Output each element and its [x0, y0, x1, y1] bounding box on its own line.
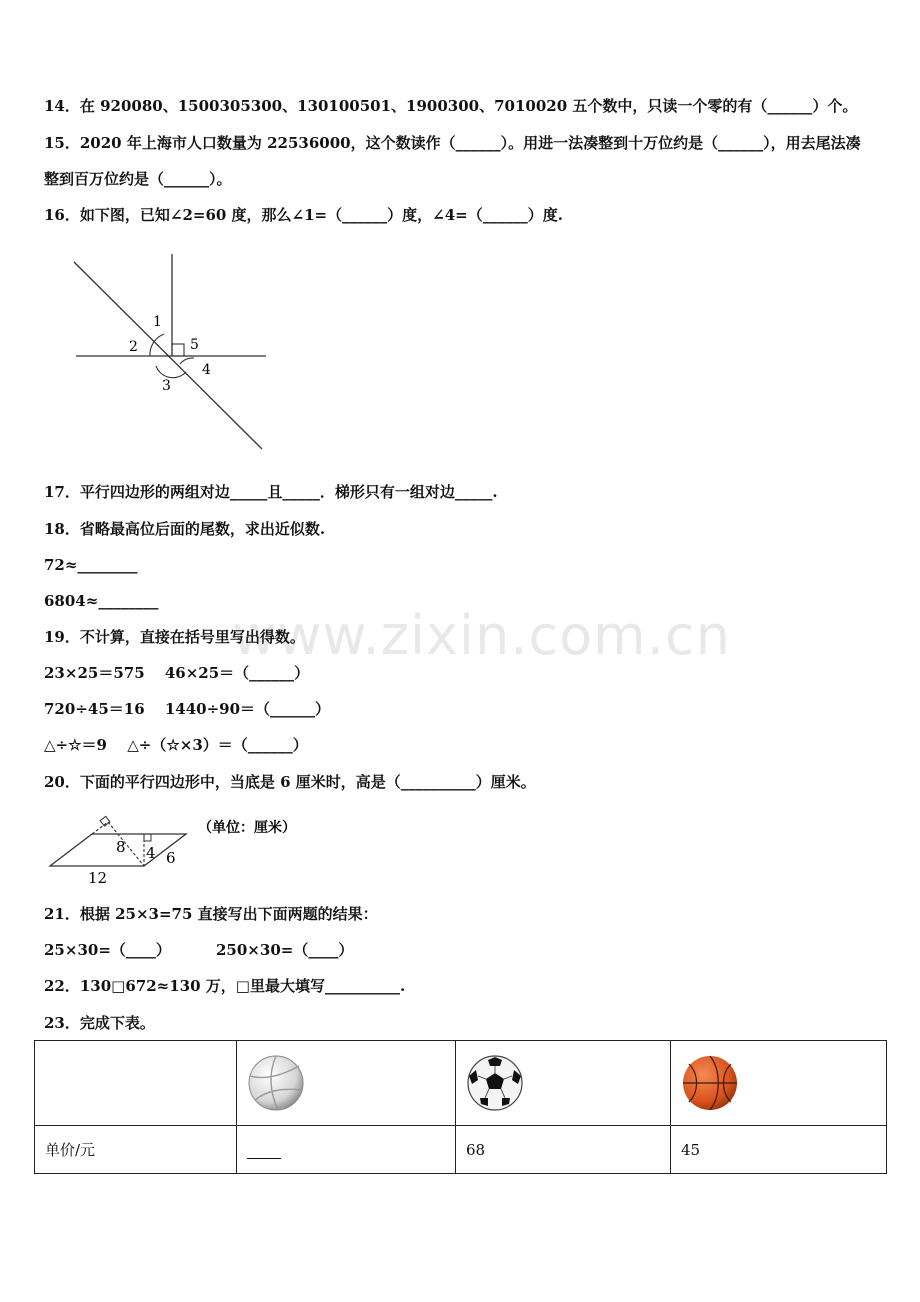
question-19-a: 23×25＝575 46×25＝（______） [44, 664, 310, 682]
question-19-b: 720÷45＝16 1440÷90＝（______） [44, 700, 331, 718]
question-14: 14．在 920080、1500305300、130100501、1900300、7010020 五个数中，只读一个零的有（______）个。 [44, 97, 858, 115]
angle-label-1: 1 [153, 314, 162, 330]
volleyball-icon [247, 1054, 305, 1112]
question-21: 21．根据 25×3=75 直接写出下面两题的结果： [44, 905, 378, 923]
label-base: 12 [88, 869, 108, 887]
question-16: 16．如下图，已知∠2=60 度，那么∠1=（______）度，∠4=（______）度. [44, 206, 563, 224]
question-21-a: 25×30=（____） [44, 941, 171, 959]
angle-label-5: 5 [190, 337, 199, 353]
watermark: www.zixin.com.cn [232, 604, 731, 667]
question-19-c: △÷☆＝9 △÷（☆×3）＝（______） [44, 736, 308, 754]
price-table [34, 1040, 887, 1174]
angle-label-4: 4 [202, 362, 211, 378]
question-15-line2: 整到百万位约是（______）。 [44, 170, 232, 188]
question-23: 23．完成下表。 [44, 1014, 155, 1032]
volleyball-cell [237, 1041, 456, 1126]
basketball-icon [681, 1054, 739, 1112]
parallelogram-figure [40, 808, 330, 888]
answer-blank [247, 1144, 281, 1159]
angle-figure [60, 248, 280, 458]
question-18-b: 6804≈________ [44, 592, 159, 610]
table-header-row [35, 1041, 887, 1126]
question-15-line1: 15．2020 年上海市人口数量为 22536000，这个数读作（______）。用进一法凑整到十万位约是（______），用去尾法凑 [44, 134, 861, 152]
question-17: 17．平行四边形的两组对边_____且_____．梯形只有一组对边_____. [44, 483, 498, 501]
question-18-a: 72≈________ [44, 556, 138, 574]
question-20: 20．下面的平行四边形中，当底是 6 厘米时，高是（__________）厘米。 [44, 773, 536, 791]
table-corner-cell [35, 1041, 237, 1126]
angle-label-2: 2 [129, 339, 138, 355]
question-22: 22．130□672≈130 万，□里最大填写__________. [44, 977, 406, 995]
question-19: 19．不计算，直接在括号里写出得数。 [44, 628, 305, 646]
price-soccer-ball-cell: 68 [456, 1126, 671, 1174]
label-height: 4 [146, 844, 156, 862]
label-side: 6 [166, 849, 176, 867]
price-basketball-cell: 45 [671, 1126, 887, 1174]
angle-label-3: 3 [162, 378, 171, 394]
basketball-cell [671, 1041, 887, 1126]
question-21-b: 250×30=（____） [216, 941, 354, 959]
soccer-ball-cell [456, 1041, 671, 1126]
soccer-ball-icon [466, 1054, 524, 1112]
price-volleyball-cell [237, 1126, 456, 1174]
label-slant-height: 8 [116, 838, 126, 856]
row-label-unit-price: 单价/元 [35, 1126, 237, 1174]
question-18: 18．省略最高位后面的尾数，求出近似数. [44, 520, 326, 538]
table-row [35, 1126, 887, 1174]
unit-label: （单位：厘米） [198, 820, 296, 836]
